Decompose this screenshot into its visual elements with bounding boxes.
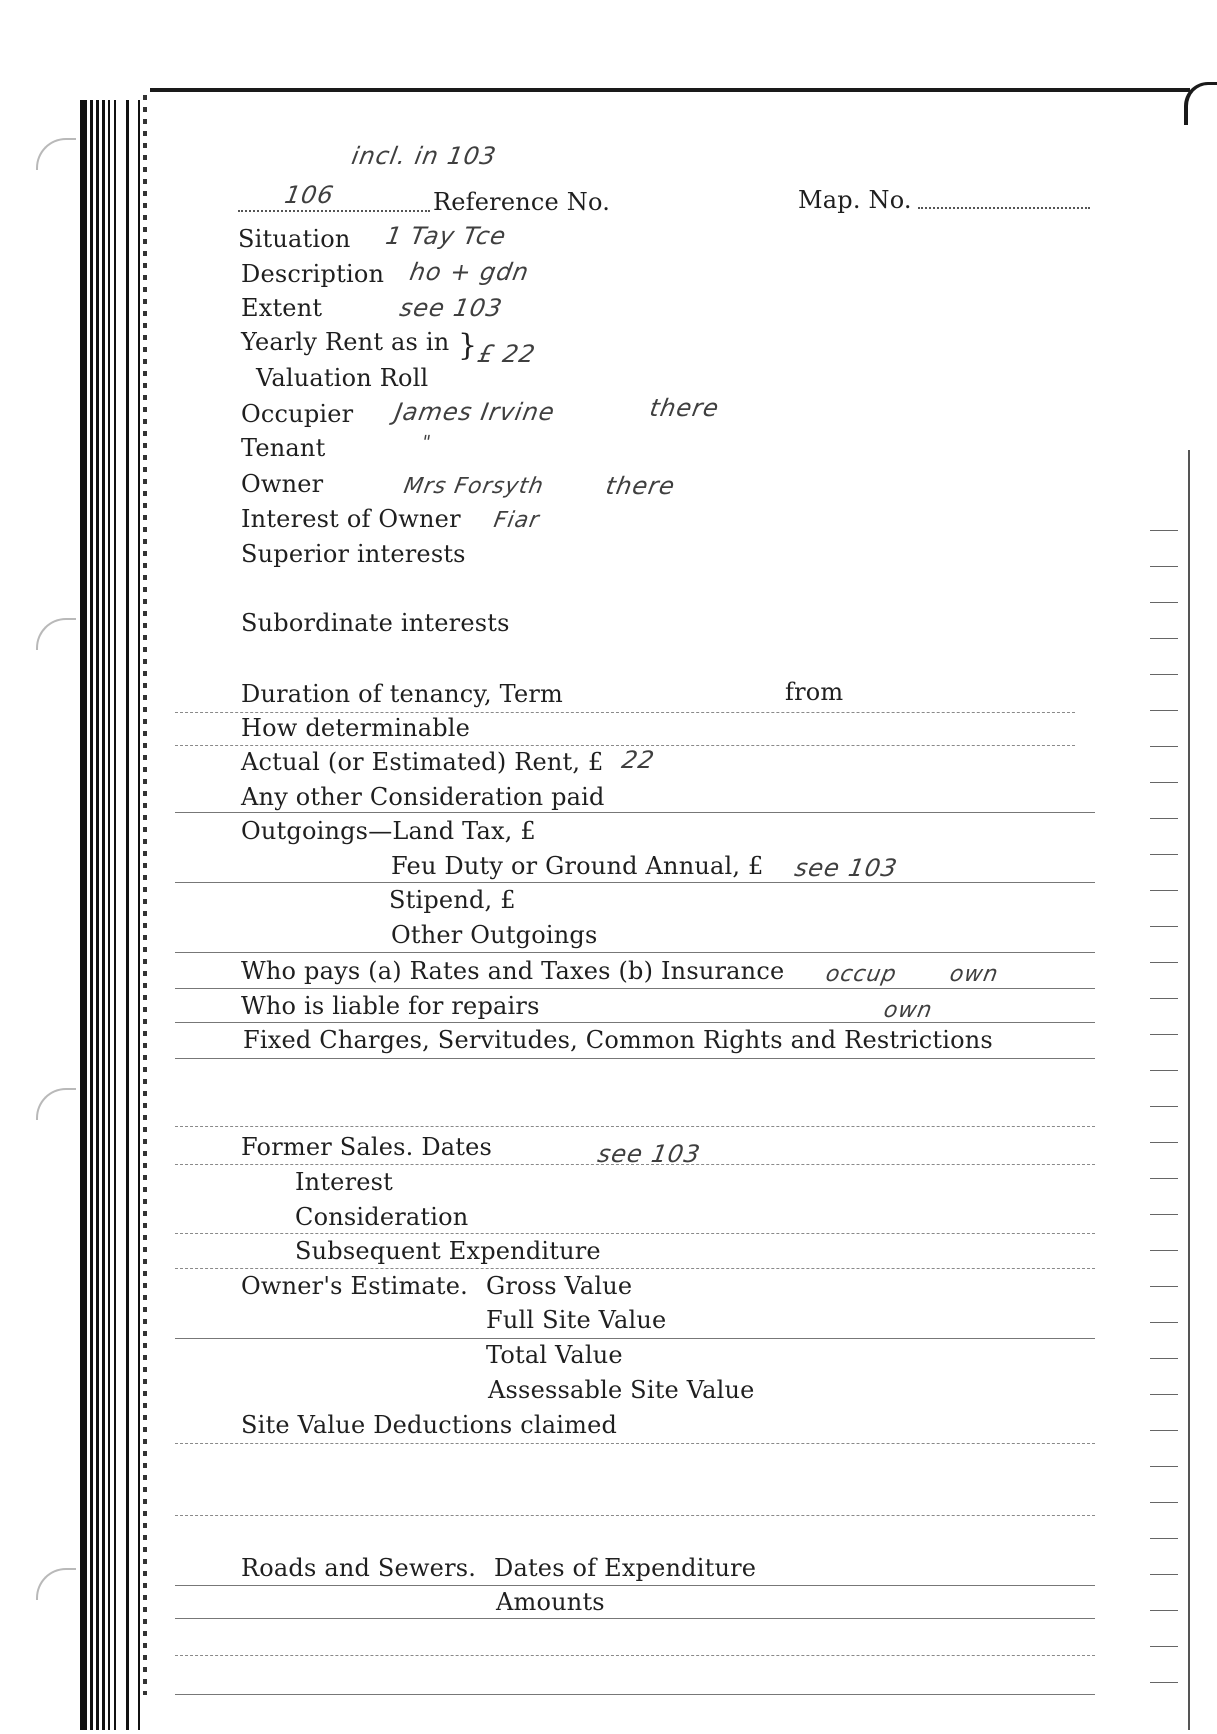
description-label: Description [241, 260, 385, 288]
rule-full-site [175, 1338, 1095, 1339]
rule-feu-duty [175, 882, 1095, 883]
owner-label: Owner [241, 470, 324, 498]
handwritten-actual-rent: 22 [619, 746, 658, 774]
stipend-label: Stipend, £ [389, 886, 516, 914]
handwritten-feu-duty: see 103 [792, 854, 900, 882]
former-sales-label: Former Sales. Dates [241, 1133, 493, 1161]
handwritten-situation: 1 Tay Tce [383, 222, 509, 250]
superior-interests-label: Superior interests [241, 540, 466, 568]
handwritten-rates-taxes: occup [823, 962, 899, 987]
punch-hole-3 [36, 1088, 76, 1120]
handwritten-extent: see 103 [397, 294, 505, 322]
handwritten-tenant: " [420, 432, 434, 453]
from-label: from [785, 678, 844, 706]
map-dotted-line [918, 207, 1090, 209]
how-determinable-label: How determinable [241, 714, 471, 742]
rule-who-pays [175, 988, 1095, 989]
punch-hole-1 [36, 138, 76, 170]
owners-estimate-label: Owner's Estimate. [241, 1272, 468, 1300]
reference-dotted-line [238, 210, 430, 212]
handwritten-occupier-there: there [647, 394, 722, 422]
punch-hole-2 [36, 618, 76, 650]
rule-bottom-2 [175, 1694, 1095, 1695]
rule-consideration [175, 812, 1095, 813]
total-value-label: Total Value [486, 1341, 623, 1369]
yearly-rent-label-2: Valuation Roll [256, 364, 429, 392]
other-consideration-label: Any other Consideration paid [241, 783, 605, 811]
interest-label: Interest [295, 1168, 394, 1196]
yearly-rent-brace: } [458, 328, 478, 363]
outgoings-land-tax-label: Outgoings—Land Tax, £ [241, 817, 536, 845]
reference-no-label: Reference No. [433, 188, 611, 216]
handwritten-interest-of-owner: Fiar [491, 508, 542, 533]
duration-label: Duration of tenancy, Term [241, 680, 564, 708]
page-right-edge [1188, 450, 1190, 1730]
full-site-value-label: Full Site Value [486, 1306, 667, 1334]
rule-fixed-charges-2 [175, 1126, 1095, 1127]
rule-amounts [175, 1618, 1095, 1619]
other-outgoings-label: Other Outgoings [391, 921, 598, 949]
consideration-label: Consideration [295, 1203, 469, 1231]
who-liable-label: Who is liable for repairs [241, 992, 540, 1020]
yearly-rent-label-1: Yearly Rent as in [241, 328, 450, 356]
page-edge-ticks [143, 95, 147, 1695]
binding-spine [80, 100, 160, 1730]
right-margin-ticks [1150, 500, 1178, 1700]
rule-consideration-2 [175, 1233, 1095, 1234]
gross-value-label: Gross Value [486, 1272, 633, 1300]
handwritten-insurance: own [947, 962, 1001, 987]
occupier-label: Occupier [241, 400, 354, 428]
rule-fixed-charges [175, 1058, 1095, 1059]
map-no-label: Map. No. [798, 186, 912, 214]
handwritten-incl-note: incl. in 103 [349, 142, 499, 170]
handwritten-description: ho + gdn [407, 258, 532, 286]
extent-label: Extent [241, 294, 323, 322]
rule-former-sales [175, 1164, 1095, 1165]
punch-hole-4 [36, 1568, 76, 1600]
rule-other-outgoings [175, 952, 1095, 953]
handwritten-yearly-rent: £ 22 [475, 340, 538, 368]
tenant-label: Tenant [241, 434, 326, 462]
site-value-deductions-label: Site Value Deductions claimed [241, 1411, 618, 1439]
handwritten-reference-no: 106 [282, 181, 337, 209]
handwritten-owner: Mrs Forsyth [401, 474, 546, 499]
rule-deductions [175, 1443, 1095, 1444]
feu-duty-label: Feu Duty or Ground Annual, £ [391, 852, 764, 880]
handwritten-occupier: James Irvine [392, 398, 558, 426]
rule-subsequent [175, 1268, 1095, 1269]
subsequent-expenditure-label: Subsequent Expenditure [295, 1237, 601, 1265]
assessable-site-value-label: Assessable Site Value [488, 1376, 755, 1404]
rule-deductions-2 [175, 1515, 1095, 1516]
fixed-charges-label: Fixed Charges, Servitudes, Common Rights and Restrictions [243, 1026, 993, 1054]
handwritten-former-sales-dates: see 103 [595, 1140, 703, 1168]
dates-expenditure-label: Dates of Expenditure [494, 1554, 757, 1582]
interest-of-owner-label: Interest of Owner [241, 505, 461, 533]
rule-roads [175, 1585, 1095, 1586]
rule-bottom-1 [175, 1655, 1095, 1656]
actual-rent-label: Actual (or Estimated) Rent, £ [241, 748, 604, 776]
roads-sewers-label: Roads and Sewers. [241, 1554, 477, 1582]
amounts-label: Amounts [496, 1588, 605, 1616]
subordinate-interests-label: Subordinate interests [241, 609, 510, 637]
handwritten-owner-there: there [603, 472, 678, 500]
rule-who-liable [175, 1022, 1095, 1023]
who-pays-label: Who pays (a) Rates and Taxes (b) Insurance [241, 957, 785, 985]
rule-duration [175, 712, 1075, 713]
handwritten-repairs: own [881, 998, 935, 1023]
situation-label: Situation [238, 225, 351, 253]
